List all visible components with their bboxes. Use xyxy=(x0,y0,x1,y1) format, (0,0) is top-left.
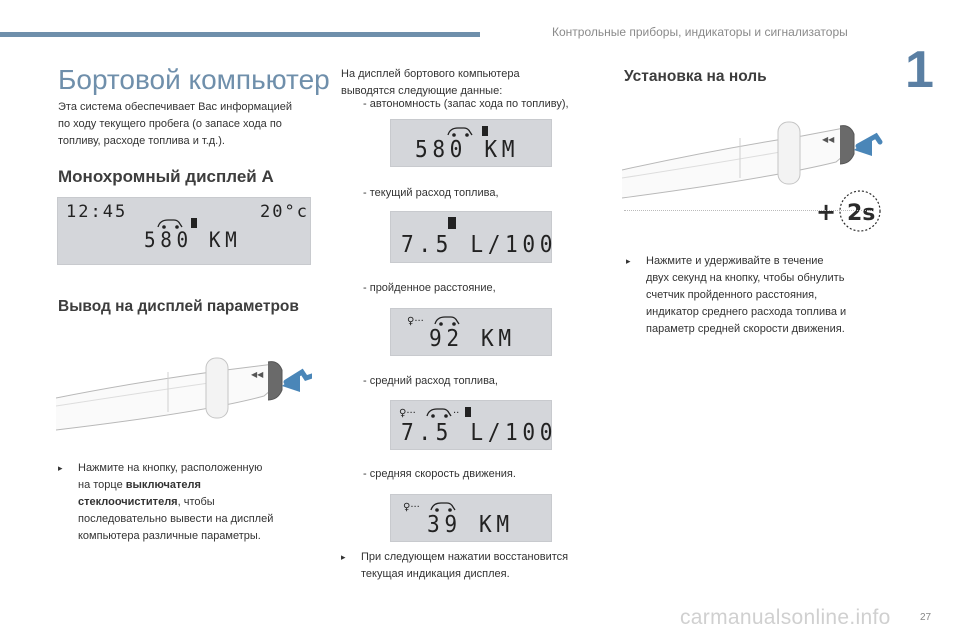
display-time: 12:45 xyxy=(66,202,128,222)
bullet-line: на торце xyxy=(78,479,126,491)
list-item: - автономность (запас хода по топливу), xyxy=(363,98,569,110)
svg-text:2s: 2s xyxy=(847,201,876,226)
list-item-text: средняя скорость движения. xyxy=(369,468,516,480)
display-value: 7.5 L/100 xyxy=(401,232,558,258)
display-average-speed xyxy=(390,494,552,542)
car-fuel-icon xyxy=(446,124,492,138)
display-average-consumption xyxy=(390,400,558,450)
watermark: carmanualsonline.info xyxy=(680,606,891,629)
reset-heading: Установка на ноль xyxy=(624,68,767,85)
bullet-line: , чтобы xyxy=(177,496,215,508)
display-value: 580 KM xyxy=(415,137,520,163)
bullet-line: компьютера различные параметры. xyxy=(78,530,261,542)
list-item: - средняя скорость движения. xyxy=(363,468,516,480)
wiper-stalk-illustration xyxy=(56,350,312,445)
intro-line: по ходу текущего пробега (о запасе хода по xyxy=(58,118,282,130)
list-item-text: текущий расход топлива, xyxy=(369,187,499,199)
display-value: 7.5 L/100 xyxy=(401,420,558,446)
list-item-text: средний расход топлива, xyxy=(369,375,498,387)
display-value: 580 KM xyxy=(144,228,242,252)
list-item: - текущий расход топлива, xyxy=(363,187,499,199)
page-number: 27 xyxy=(920,612,932,623)
display-value: 39 KM xyxy=(427,512,514,538)
intro-paragraph xyxy=(58,99,292,150)
header-bar xyxy=(0,32,480,37)
bullet-line: последовательно вывести на дисплей xyxy=(78,513,274,525)
bullet-bold: стеклоочистителя xyxy=(78,496,178,508)
press-button-instruction xyxy=(58,460,318,550)
intro-line: На дисплей бортового компьютера xyxy=(341,68,520,80)
middle-intro xyxy=(341,66,520,100)
bullet-line: индикатор среднего расхода топлива и xyxy=(646,306,847,318)
intro-line: топливу, расходе топлива и т.д.). xyxy=(58,135,225,147)
trip-speed-icon xyxy=(403,499,459,513)
bullet-line: счетчик пройденного расстояния, xyxy=(646,289,818,301)
bullet-line: При следующем нажатии восстановится xyxy=(361,551,569,563)
trip-distance-icon xyxy=(407,313,467,327)
arrow-bullet-icon: ▸ xyxy=(626,256,631,266)
svg-text:♀···: ♀··· xyxy=(399,408,416,419)
mono-display-heading: Монохромный дисплей А xyxy=(58,167,274,186)
chapter-title: Контрольные приборы, индикаторы и сигнализаторы xyxy=(552,25,848,39)
chapter-number: 1 xyxy=(905,41,934,99)
svg-text:··: ·· xyxy=(453,408,460,419)
mono-display xyxy=(57,197,311,265)
bullet-line: двух секунд на кнопку, чтобы обнулить xyxy=(646,272,845,284)
trip-fuel-icon xyxy=(399,405,479,419)
chevron-icon: ◀◀ xyxy=(251,370,264,379)
svg-text:♀···: ♀··· xyxy=(403,502,420,513)
fuel-pump-icon xyxy=(446,216,460,230)
chevron-icon: ◀◀ xyxy=(822,135,835,144)
svg-text:♀···: ♀··· xyxy=(407,316,424,327)
display-distance xyxy=(390,308,552,356)
arrow-bullet-icon: ▸ xyxy=(58,463,63,473)
bullet-line: Нажмите и удерживайте в течение xyxy=(646,255,824,267)
bullet-line: параметр средней скорости движения. xyxy=(646,323,845,335)
display-autonomy xyxy=(390,119,552,167)
intro-line: выводятся следующие данные: xyxy=(341,85,503,97)
display-temperature: 20°c xyxy=(260,202,309,222)
intro-line: Эта система обеспечивает Вас информацией xyxy=(58,101,292,113)
bullet-bold: выключателя xyxy=(125,479,201,491)
list-item-text: автономность (запас хода по топливу), xyxy=(369,98,569,110)
arrow-bullet-icon: ▸ xyxy=(341,552,346,562)
page-title: Бортовой компьютер xyxy=(58,64,330,95)
reset-instruction xyxy=(626,253,896,343)
display-value: 92 KM xyxy=(429,326,516,352)
bullet-line: текущая индикация дисплея. xyxy=(361,568,510,580)
display-current-consumption xyxy=(390,211,558,263)
output-heading: Вывод на дисплей параметров xyxy=(58,298,299,315)
list-item: - средний расход топлива, xyxy=(363,375,498,387)
list-item: - пройденное расстояние, xyxy=(363,282,496,294)
restore-instruction xyxy=(341,549,611,585)
divider xyxy=(624,210,874,212)
bullet-line: Нажмите на кнопку, расположенную xyxy=(78,462,263,474)
list-item-text: пройденное расстояние, xyxy=(369,282,496,294)
svg-text:+: + xyxy=(816,198,837,226)
